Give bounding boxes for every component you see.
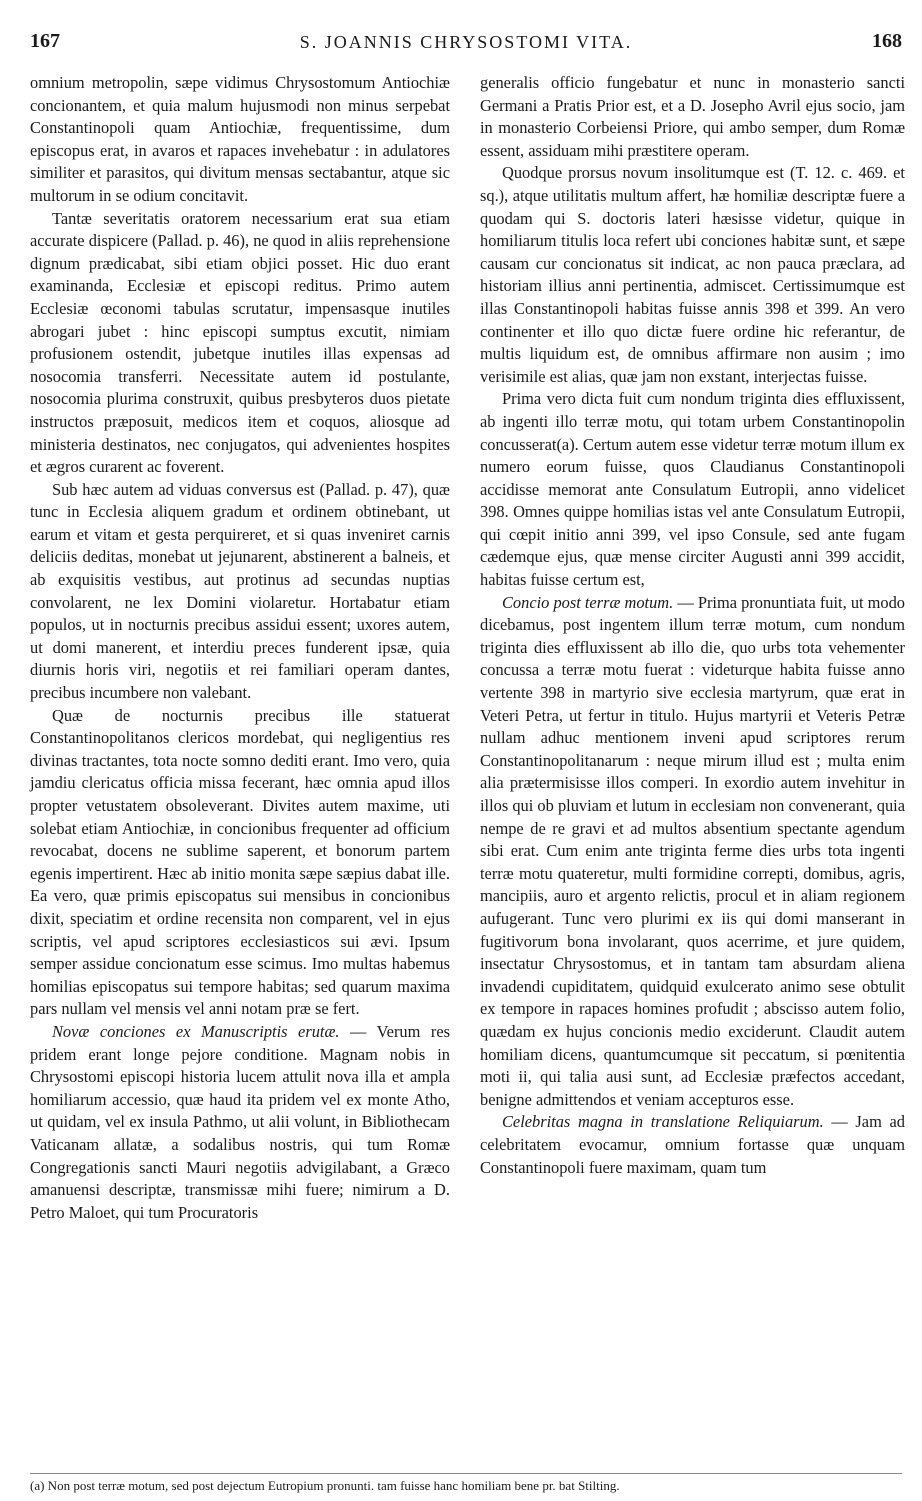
paragraph-text: — Prima pronuntiata fuit, ut modo dicebamus, post ingentem illum terræ motum, cum nondum triginta dies effluxissent ab illo die, quo urbs tota vehementer concussa a terræ motu fuerat : videturque habita fuisse anno vertente 398 in martyrio sive ecclesia martyrum, quæ erat in Veteri Petra, ut fertur in titulo. Hujus martyrii et Veteris Petræ nullam adhuc mentionem inveni apud scriptores rerum Constantinopolitanarum : neque mirum illud est ; multa enim alia prætermisisse illos comperi. In exordio autem invehitur in illos qui ob pluviam et lutum in ecclesiam non convenerant, quia nempe de re gravi et ad multos absentium spectante agendum sibi erat. Cum enim ante triginta ferme dies urbs tota ingenti terræ motu quateretur, multi formidine correpti, domibus, agris, mancipiis, auro et argento relictis, procul et in aliam regionem aufugerant. Tunc vero plurimi ex iis qui domi manserant in fugitivorum bona involarant, quos acerrime, et jure quidem, insectatur Chrysostomus, et in tantam tam absurdam aliena invadendi cupiditatem, quidquid exulcerato animo sese obtulit ex tempore in rapaces homines profudit ; abscisso autem folio, quædam ex hujus concionis medio exciderunt. Claudit autem homiliam dicens, quantumcumque sit peccatum, si pœnitentia moti ii, qui talia ausi sunt, ad Ecclesiæ præfectos accedant, benigne admittendos et veniam accepturos esse. [480, 592, 906, 1109]
section-paragraph [480, 1111, 905, 1179]
paragraph: generalis officio fungebatur et nunc in monasterio sancti Germani a Pratis Prior est, et a D. Josepho Avril ejus socio, jam in monasterio Corbeiensi Priore, qui ambo semper, dum Romæ essent, assiduam mihi præstitere operam. [480, 73, 905, 160]
page-header [30, 30, 902, 60]
footnote: (a) Non post terræ motum, sed post dejectum Eutropium pronunti. tam fuisse hanc homiliam bene pr. bat Stilting. [30, 1473, 902, 1494]
paragraph: Sub hæc autem ad viduas conversus est (Pallad. p. 47), quæ tunc in Ecclesia aliquem gradum et ordinem obtinebant, ut earum et vitam et gesta perquireret, et si quas inveniret carnis deliciis deditas, monebat ut jejunarent, abstinerent a balneis, et ab exquisitis vestibus, aut protinus ad secundas nuptias convolarent, ne lex Domini violaretur. Hortabatur etiam populos, ut in nocturnis precibus assidui essent; uxores autem, ut domi manerent, et interdiu preces funderent ipsæ, quia diurnis horis viri, negotiis et rei familiari operam dantes, precibus incumbere non valebant. [30, 479, 450, 703]
paragraph: Prima vero dicta fuit cum nondum triginta dies effluxissent, ab ingenti illo terræ motu, qui totam urbem Constantinopolin concusserat(a). Certum autem esse videtur terræ motum illum ex numero eorum fuisse, quos Claudianus Constantinopoli accidisse memorat ante Consulatum Eutropii, anno videlicet 398. Omnes quippe homilias istas vel ante Consulatum Eutropii, qui cœpit initio anni 399, vel ipso Consule, sed ante fugam cædemque ejus, quæ mense circiter Augusti anni 399 accidit, habitas fuisse certum est, [480, 389, 905, 590]
paragraph: Quodque prorsus novum insolitumque est (T. 12. c. 469. et sq.), atque utilitatis multum affert, hæ homiliæ descriptæ fuere a quodam qui S. doctoris lateri hæsisse videtur, quique in homiliarum titulis loca refert ubi conciones habitæ sunt, et sæpe causam cur concionatus sit indicat, ac non pauca præclara, ad historiam illius anni pertinentia, admiscet. Certissimumque est illas Constantinopoli habitas fuisse annis 398 et 399. An vero continenter et illo quo dictæ fuere ordine hic referantur, de multis liquidum est, de omnibus affirmare non ausim ; imo verisimile est alias, quæ jam non exstant, interjectas fuisse. [480, 163, 905, 386]
page-number-right: 168 [872, 30, 902, 52]
section-paragraph [30, 1021, 450, 1224]
paragraph-text: — Verum res pridem erant longe pejore conditione. Magnam nobis in Chrysostomi episcopi historia lucem attulit nova illa et ampla homiliarum accessio, quæ haud ita pridem vel ex monte Atho, ut quidam, vel ex insula Pathmo, ut alii volunt, in Bibliothecam Vaticanam allatæ, a sodalibus nostris, qui tum Romæ Congregationis sancti Mauri negotiis advigilabant, a Græco amanuensi descriptæ, transmissæ mihi fuere; nimirum a D. Petro Maloet, qui tum Procuratoris [30, 1021, 450, 1222]
paragraph: omnium metropolin, sæpe vidimus Chrysostomum Antiochiæ concionantem, et quia malum hujusmodi non minus serpebat Constantinopoli quam Antiochiæ, frequentissime, dum episcopus erat, in avaros et rapaces invehebatur : in adulatores similiter et parasitos, qui divitum mensas sectabantur, atque sic multorum in se odium concitavit. [30, 73, 450, 205]
page-number-left: 167 [30, 30, 60, 52]
left-column [30, 72, 450, 1224]
right-column [480, 72, 905, 1179]
paragraph: Quæ de nocturnis precibus ille statuerat Constantinopolitanos clericos mordebat, qui negligentius res divinas tractantes, tota nocte somno dediti erant. Imo vero, quia jamdiu clericatus officia missa fecerant, hæc omnia apud illos propter vetustatem obsoleverant. Divites autem maxime, uti solebat etiam Antiochiæ, in concionibus frequenter ad officium revocabat, docens ne sublime saperent, et bonorum partem egenis impertirent. Hæc ab initio monita sæpe sæpius dabat ille. Ea vero, quæ primis episcopatus sui mensibus in concionibus dixit, speciatim et ordine recensita non comparent, vel in ejus scriptis, vel apud scriptores ecclesiasticos sui ævi. Ipsum semper assidue concionatum esse scimus. Imo multas habemus homilias episcopatus sui tempore habitas; sed quarum maxima pars nullam vel mensis vel anni notam præ se fert. [30, 705, 450, 1019]
paragraph-text: — Jam ad celebritatem evocamur, omnium fortasse quæ unquam Constantinopoli fuere maximam, quam tum [480, 1112, 905, 1177]
running-title: S. JOANNIS CHRYSOSTOMI VITA. [299, 32, 633, 52]
section-heading: Novæ conciones ex Manuscriptis erutæ. [52, 1021, 340, 1041]
section-heading: Celebritas magna in translatione Reliquiarum. [502, 1112, 824, 1132]
paragraph: Tantæ severitatis oratorem necessarium erat sua etiam accurate dispicere (Pallad. p. 46), ne quod in aliis reprehensione dignum prædicabat, sibi etiam objici posset. Hic duo erant examinanda, Ecclesiæ et episcopi reditus. Primo autem Ecclesiæ œconomi tabulas scrutatur, impensasque inutiles abrogari jubet : hinc episcopi sumptus excutit, nimiam profusionem ostendit, jubetque inutiles illas expensas ad nosocomia transferri. Necessitate autem id postulante, nosocomia plurima construxit, quibus presbyteros duos pietate instructos præposuit, medicos item et coquos, aliosque ad ministeria destinatos, nec conjugatos, qui advenientes hospites et ægros curarent ac foverent. [30, 208, 450, 477]
section-heading: Concio post terræ motum. [502, 592, 674, 612]
section-paragraph [480, 592, 905, 1112]
